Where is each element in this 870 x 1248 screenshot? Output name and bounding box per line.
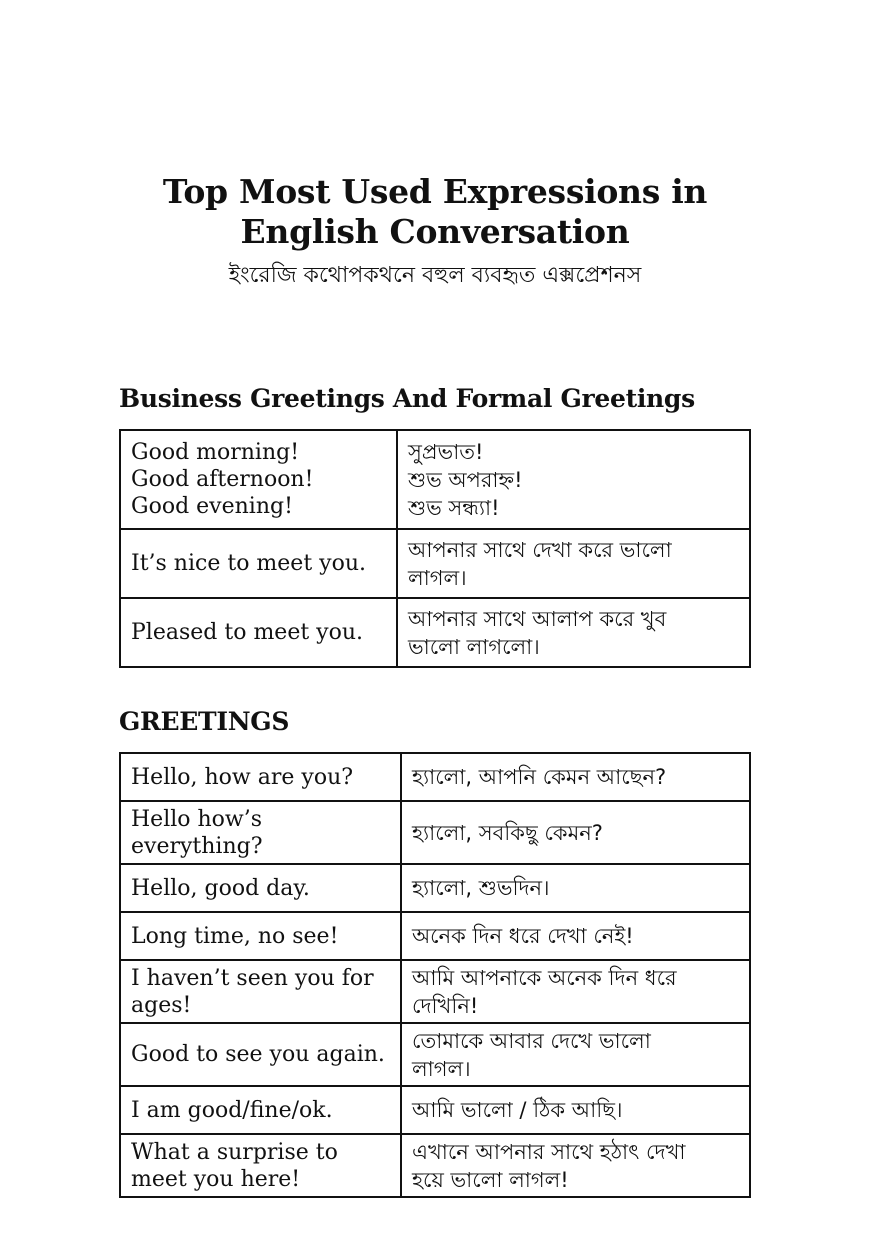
- bengali-text: আপনার সাথে দেখা করে ভালো: [408, 537, 672, 562]
- english-text: meet you here!: [131, 1166, 301, 1192]
- english-cell: [120, 864, 401, 912]
- page-title: [0, 172, 870, 252]
- english-cell: [120, 960, 401, 1023]
- bengali-text: শুভ অপরাহ্ন!: [408, 467, 523, 492]
- english-text: Long time, no see!: [131, 923, 339, 949]
- english-text: Good morning!: [131, 440, 300, 465]
- english-text: Good to see you again.: [131, 1042, 385, 1067]
- english-cell: [120, 529, 397, 598]
- bengali-text: ভালো লাগলো।: [408, 634, 540, 659]
- table-row: [120, 753, 750, 801]
- bengali-text: অনেক দিন ধরে দেখা নেই!: [412, 924, 634, 948]
- bengali-text: তোমাকে আবার দেখে ভালো: [412, 1028, 651, 1053]
- english-text: What a surprise to: [131, 1139, 338, 1165]
- page-subtitle: ইংরেজি কথোপকথনে বহুল ব্যবহৃত এক্সপ্রেশনস: [228, 263, 642, 288]
- business-greetings-table: [119, 429, 751, 668]
- english-text: Hello, good day.: [131, 875, 310, 901]
- english-cell: [120, 912, 401, 960]
- bengali-cell: [401, 1023, 750, 1086]
- section-heading-business-greetings: Business Greetings And Formal Greetings: [119, 384, 695, 413]
- table-row: [120, 529, 750, 598]
- english-text: Hello, how are you?: [131, 764, 354, 790]
- bengali-text: হ্যালো, শুভদিন।: [412, 876, 550, 900]
- table-row: [120, 864, 750, 912]
- bengali-text: লাগল।: [408, 565, 467, 590]
- english-cell: [120, 753, 401, 801]
- english-text: everything?: [131, 833, 263, 859]
- greetings-table: [119, 752, 751, 1198]
- english-text: Pleased to meet you.: [131, 620, 364, 645]
- bengali-text: সুপ্রভাত!: [408, 439, 484, 464]
- bengali-text: হ্যালো, সবকিছু কেমন?: [412, 820, 603, 845]
- bengali-text: দেখিনি!: [412, 993, 479, 1018]
- bengali-cell: [397, 430, 750, 529]
- bengali-text: আমি আপনাকে অনেক দিন ধরে: [412, 965, 677, 990]
- bengali-cell: [401, 753, 750, 801]
- bengali-text: হ্যালো, আপনি কেমন আছেন?: [412, 765, 667, 789]
- bengali-cell: [401, 864, 750, 912]
- table-row: [120, 598, 750, 667]
- bengali-cell: [401, 960, 750, 1023]
- english-text: Good afternoon!: [131, 467, 314, 492]
- english-text: It’s nice to meet you.: [131, 551, 366, 576]
- page-title-line-2: English Conversation: [240, 212, 630, 251]
- table-row: [120, 1134, 750, 1197]
- english-cell: [120, 1086, 401, 1134]
- english-text: ages!: [131, 992, 192, 1018]
- bengali-text: আপনার সাথে আলাপ করে খুব: [408, 606, 667, 631]
- table-row: [120, 960, 750, 1023]
- table-row: [120, 912, 750, 960]
- english-text: I haven’t seen you for: [131, 965, 374, 991]
- english-cell: [120, 1023, 401, 1086]
- bengali-cell: [401, 801, 750, 864]
- bengali-cell: [401, 1134, 750, 1197]
- bengali-text: হয়ে ভালো লাগল!: [412, 1167, 569, 1192]
- bengali-cell: [401, 912, 750, 960]
- bengali-cell: [397, 529, 750, 598]
- bengali-text: শুভ সন্ধ্যা!: [408, 495, 500, 520]
- english-text: Good evening!: [131, 494, 293, 519]
- bengali-text: আমি ভালো / ঠিক আছি।: [412, 1098, 623, 1122]
- table-row: [120, 430, 750, 529]
- english-cell: [120, 430, 397, 529]
- english-text: I am good/fine/ok.: [131, 1097, 333, 1123]
- english-cell: [120, 801, 401, 864]
- bengali-text: লাগল।: [412, 1056, 471, 1081]
- bengali-text: এখানে আপনার সাথে হঠাৎ দেখা: [412, 1139, 686, 1164]
- bengali-cell: [401, 1086, 750, 1134]
- table-row: [120, 801, 750, 864]
- table-row: [120, 1086, 750, 1134]
- english-cell: [120, 598, 397, 667]
- page-title-line-1: Top Most Used Expressions in: [162, 172, 708, 211]
- table-row: [120, 1023, 750, 1086]
- section-heading-greetings: GREETINGS: [119, 707, 290, 736]
- english-text: Hello how’s: [131, 806, 263, 832]
- english-cell: [120, 1134, 401, 1197]
- bengali-cell: [397, 598, 750, 667]
